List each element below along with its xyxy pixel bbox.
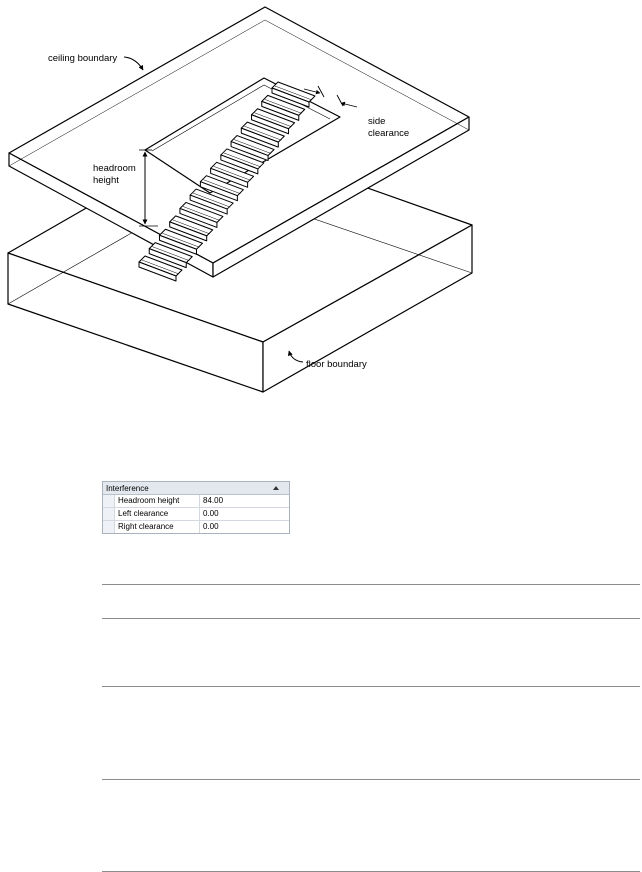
property-name: Left clearance (115, 508, 200, 520)
side-clearance-label-line1: side (368, 116, 386, 127)
property-row-headroom-height (103, 495, 289, 508)
property-name: Headroom height (115, 495, 200, 507)
divider-line (102, 584, 640, 585)
right-clearance-field[interactable]: 0.00 (200, 521, 289, 533)
collapse-arrow-icon[interactable] (273, 486, 279, 490)
divider-line (102, 779, 640, 780)
headroom-height-field[interactable]: 84.00 (200, 495, 289, 507)
stair-clearance-diagram (0, 0, 642, 410)
property-name: Right clearance (115, 521, 200, 533)
interference-properties-panel (102, 481, 290, 534)
ceiling-boundary-label: ceiling boundary (48, 53, 118, 64)
floor-boundary-label: floor boundary (306, 359, 367, 370)
side-clearance-label-line2: clearance (368, 128, 410, 139)
property-row-right-clearance (103, 521, 289, 533)
divider-line (102, 686, 640, 687)
interference-section-header[interactable] (103, 482, 289, 495)
row-gutter (103, 508, 115, 520)
property-row-left-clearance (103, 508, 289, 521)
left-clearance-field[interactable]: 0.00 (200, 508, 289, 520)
headroom-height-label-line2: height (93, 175, 119, 186)
row-gutter (103, 495, 115, 507)
divider-line (102, 618, 640, 619)
row-gutter (103, 521, 115, 533)
headroom-height-label-line1: headroom (93, 163, 136, 174)
interference-section-title: Interference (106, 483, 149, 493)
